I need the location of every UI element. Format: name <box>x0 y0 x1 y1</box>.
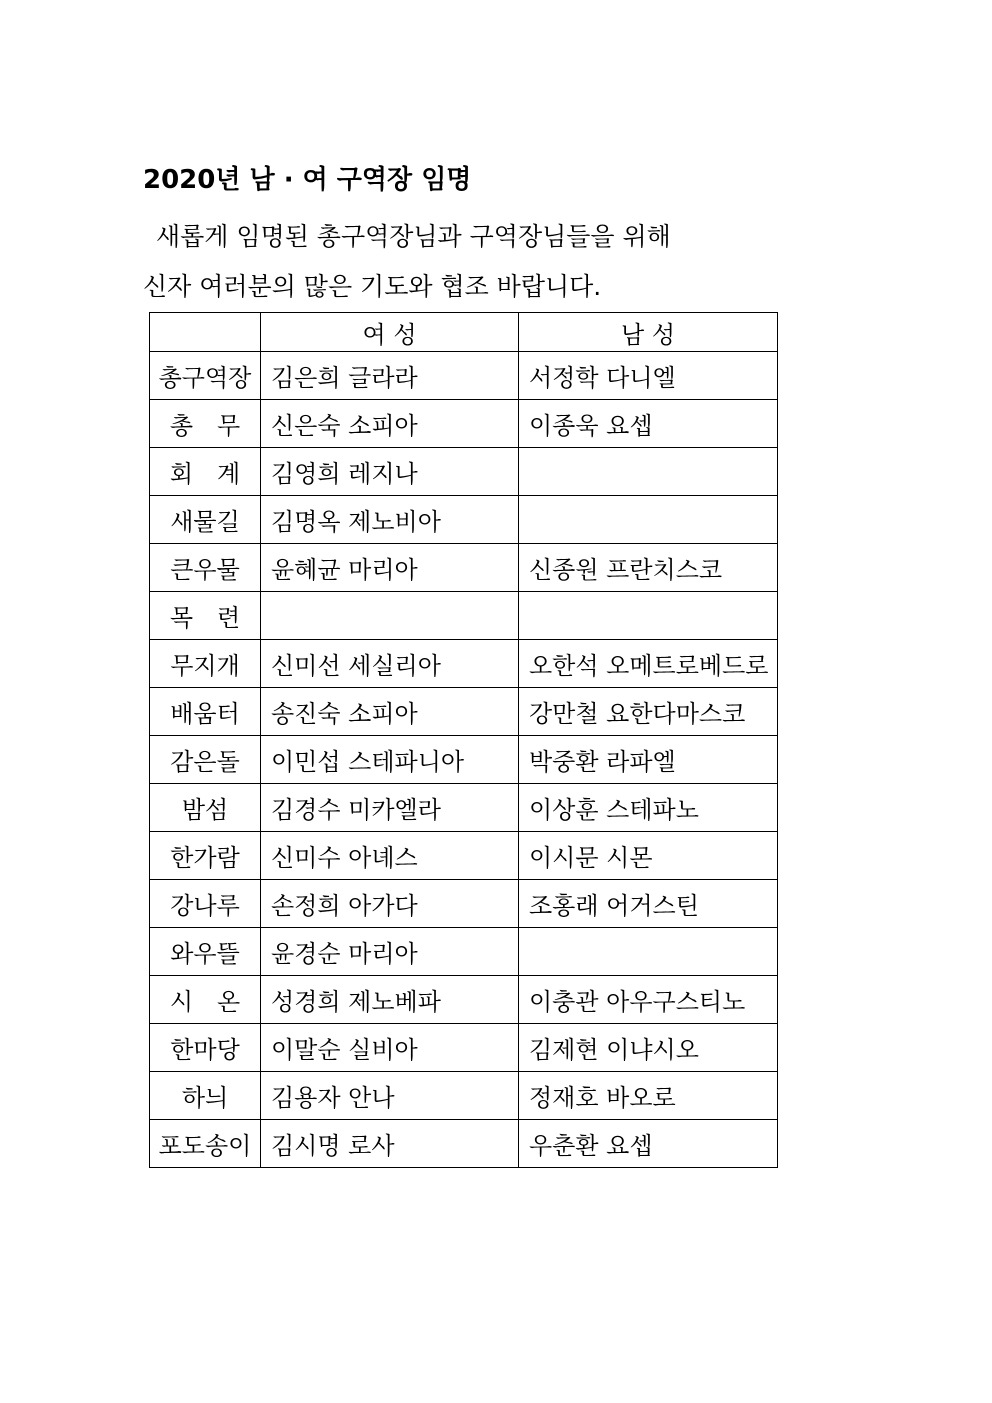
district-name-cell: 한가람 <box>150 832 261 880</box>
male-leader-cell: 이상훈 스테파노 <box>519 784 778 832</box>
header-male: 남 성 <box>519 313 778 352</box>
table-row <box>150 640 778 688</box>
male-leader-cell: 이종욱 요셉 <box>519 400 778 448</box>
table-row <box>150 400 778 448</box>
female-leader-cell: 송진숙 소피아 <box>261 688 519 736</box>
male-leader-cell: 신종원 프란치스코 <box>519 544 778 592</box>
district-name-cell: 배움터 <box>150 688 261 736</box>
table-row <box>150 448 778 496</box>
district-name-cell: 강나루 <box>150 880 261 928</box>
male-leader-cell: 서정학 다니엘 <box>519 352 778 400</box>
table-row <box>150 352 778 400</box>
table-row <box>150 592 778 640</box>
table-row <box>150 880 778 928</box>
female-leader-cell: 김영희 레지나 <box>261 448 519 496</box>
table-row <box>150 1024 778 1072</box>
table-row <box>150 1120 778 1168</box>
female-leader-cell: 김경수 미카엘라 <box>261 784 519 832</box>
table-row <box>150 832 778 880</box>
female-leader-cell: 김은희 글라라 <box>261 352 519 400</box>
female-leader-cell: 김명옥 제노비아 <box>261 496 519 544</box>
male-leader-cell <box>519 928 778 976</box>
district-name-cell: 목 련 <box>150 592 261 640</box>
male-leader-cell: 이시문 시몬 <box>519 832 778 880</box>
page-title: 2020년 남 · 여 구역장 임명 <box>143 165 472 195</box>
female-leader-cell: 이민섭 스테파니아 <box>261 736 519 784</box>
intro-line-1: 새롭게 임명된 총구역장님과 구역장님들을 위해 <box>156 222 671 251</box>
female-leader-cell: 성경희 제노베파 <box>261 976 519 1024</box>
table-header-row <box>150 313 778 352</box>
male-leader-cell: 오한석 오메트로베드로 <box>519 640 778 688</box>
male-leader-cell: 조홍래 어거스틴 <box>519 880 778 928</box>
district-name-cell: 하늬 <box>150 1072 261 1120</box>
district-leader-table <box>149 312 778 1168</box>
district-name-cell: 시 온 <box>150 976 261 1024</box>
header-female: 여 성 <box>261 313 519 352</box>
table-row <box>150 784 778 832</box>
male-leader-cell: 박중환 라파엘 <box>519 736 778 784</box>
district-name-cell: 무지개 <box>150 640 261 688</box>
male-leader-cell: 강만철 요한다마스코 <box>519 688 778 736</box>
male-leader-cell: 정재호 바오로 <box>519 1072 778 1120</box>
district-name-cell: 포도송이 <box>150 1120 261 1168</box>
female-leader-cell <box>261 592 519 640</box>
header-district <box>150 313 261 352</box>
intro-text <box>143 212 671 312</box>
female-leader-cell: 신미수 아녜스 <box>261 832 519 880</box>
intro-line-2: 신자 여러분의 많은 기도와 협조 바랍니다. <box>143 272 602 301</box>
male-leader-cell <box>519 592 778 640</box>
district-name-cell: 밤섬 <box>150 784 261 832</box>
table-row <box>150 688 778 736</box>
male-leader-cell <box>519 448 778 496</box>
female-leader-cell: 신은숙 소피아 <box>261 400 519 448</box>
male-leader-cell: 이충관 아우구스티노 <box>519 976 778 1024</box>
district-name-cell: 와우뜰 <box>150 928 261 976</box>
female-leader-cell: 윤혜균 마리아 <box>261 544 519 592</box>
district-name-cell: 총 무 <box>150 400 261 448</box>
female-leader-cell: 신미선 세실리아 <box>261 640 519 688</box>
district-name-cell: 한마당 <box>150 1024 261 1072</box>
table-row <box>150 976 778 1024</box>
table-row <box>150 1072 778 1120</box>
table-row <box>150 544 778 592</box>
table-row <box>150 496 778 544</box>
female-leader-cell: 손정희 아가다 <box>261 880 519 928</box>
male-leader-cell: 우춘환 요셉 <box>519 1120 778 1168</box>
female-leader-cell: 윤경순 마리아 <box>261 928 519 976</box>
table-row <box>150 928 778 976</box>
district-name-cell: 큰우물 <box>150 544 261 592</box>
male-leader-cell: 김제현 이냐시오 <box>519 1024 778 1072</box>
female-leader-cell: 이말순 실비아 <box>261 1024 519 1072</box>
district-name-cell: 새물길 <box>150 496 261 544</box>
male-leader-cell <box>519 496 778 544</box>
district-name-cell: 감은돌 <box>150 736 261 784</box>
female-leader-cell: 김시명 로사 <box>261 1120 519 1168</box>
table-row <box>150 736 778 784</box>
district-name-cell: 회 계 <box>150 448 261 496</box>
female-leader-cell: 김용자 안나 <box>261 1072 519 1120</box>
district-name-cell: 총구역장 <box>150 352 261 400</box>
